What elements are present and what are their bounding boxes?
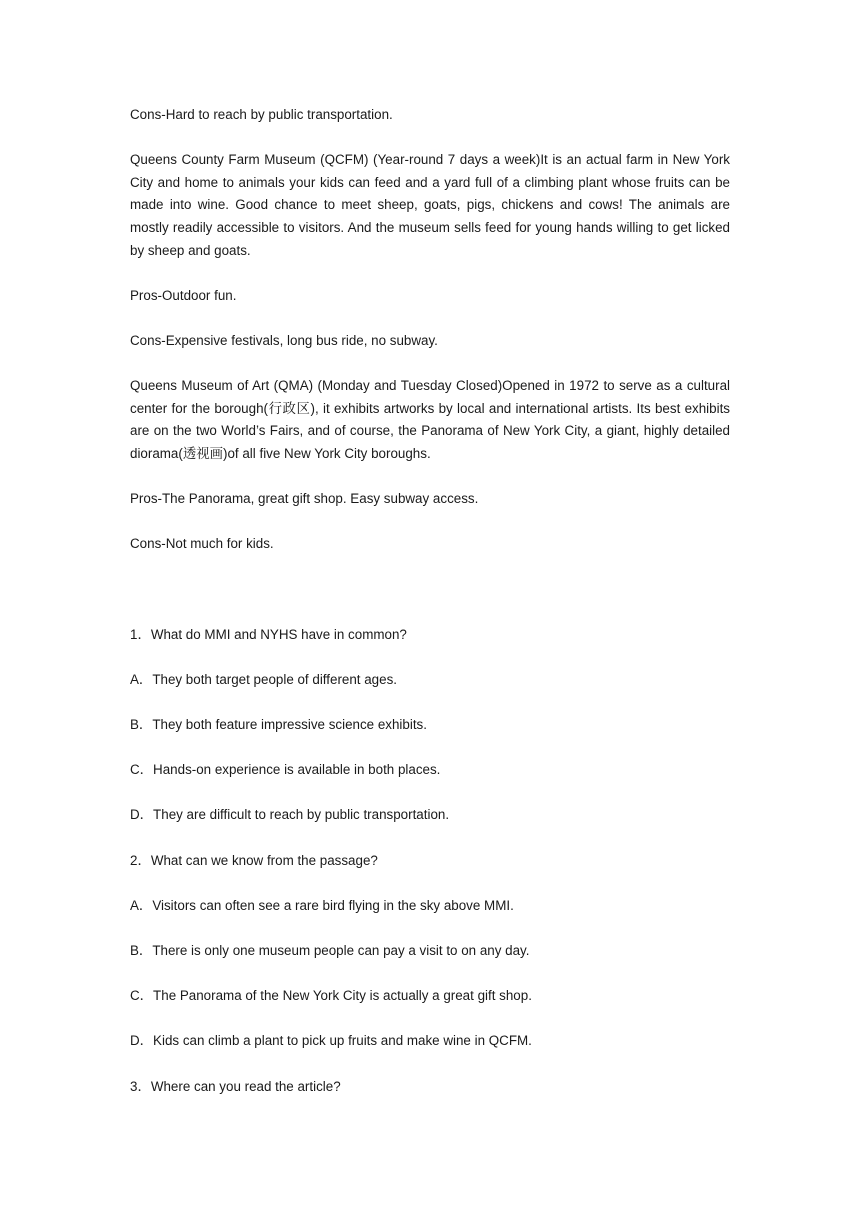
passage-paragraph: Cons-Not much for kids.: [130, 536, 274, 552]
answer-option: B．They both feature impressive science exhibits.: [130, 717, 427, 733]
question-stem: 2．What can we know from the passage?: [130, 852, 378, 868]
passage-paragraph: Queens Museum of Art (QMA) (Monday and Tuesday Closed)Opened in 1972 to serve as a cultural center for the borough(行政区), it exhibits artworks by local and international artists. Its best exhibits are on the two World’s Fairs, and of course, the Panorama of New York City, a giant, highly detailed diorama(透视画)of all five New York City boroughs.: [130, 378, 730, 461]
answer-option: D．Kids can climb a plant to pick up fruits and make wine in QCFM.: [130, 1033, 532, 1049]
question-stem: 1．What do MMI and NYHS have in common?: [130, 626, 407, 642]
question-2: [130, 850, 730, 1053]
passage-paragraph: Cons-Expensive festivals, long bus ride, no subway.: [130, 332, 438, 348]
passage-paragraph: Pros-Outdoor fun.: [130, 287, 237, 303]
passage-paragraph: Queens County Farm Museum (QCFM) (Year-round 7 days a week)It is an actual farm in New York City and home to animals your kids can feed and a yard full of a climbing plant whose fruits can be made into wine. Good chance to meet sheep, goats, pigs, chickens and cows! The animals are mostly readily accessible to visitors. And the museum sells feed for young hands willing to get licked by sheep and goats.: [130, 152, 730, 258]
question-stem: 3．Where can you read the article?: [130, 1078, 341, 1094]
answer-option: C．The Panorama of the New York City is actually a great gift shop.: [130, 988, 532, 1004]
document-page: [130, 104, 730, 1121]
section-gap: [130, 578, 730, 623]
question-1: [130, 624, 730, 827]
answer-option: B．There is only one museum people can pay a visit to on any day.: [130, 942, 530, 958]
answer-option: C．Hands-on experience is available in both places.: [130, 762, 441, 778]
answer-option: A．They both target people of different ages.: [130, 671, 397, 687]
answer-option: D．They are difficult to reach by public transportation.: [130, 807, 450, 823]
passage-paragraph: Pros-The Panorama, great gift shop. Easy subway access.: [130, 491, 479, 507]
answer-option: A．Visitors can often see a rare bird flying in the sky above MMI.: [130, 897, 514, 913]
question-3: [130, 1076, 730, 1099]
passage-paragraph: Cons-Hard to reach by public transportation.: [130, 107, 393, 122]
